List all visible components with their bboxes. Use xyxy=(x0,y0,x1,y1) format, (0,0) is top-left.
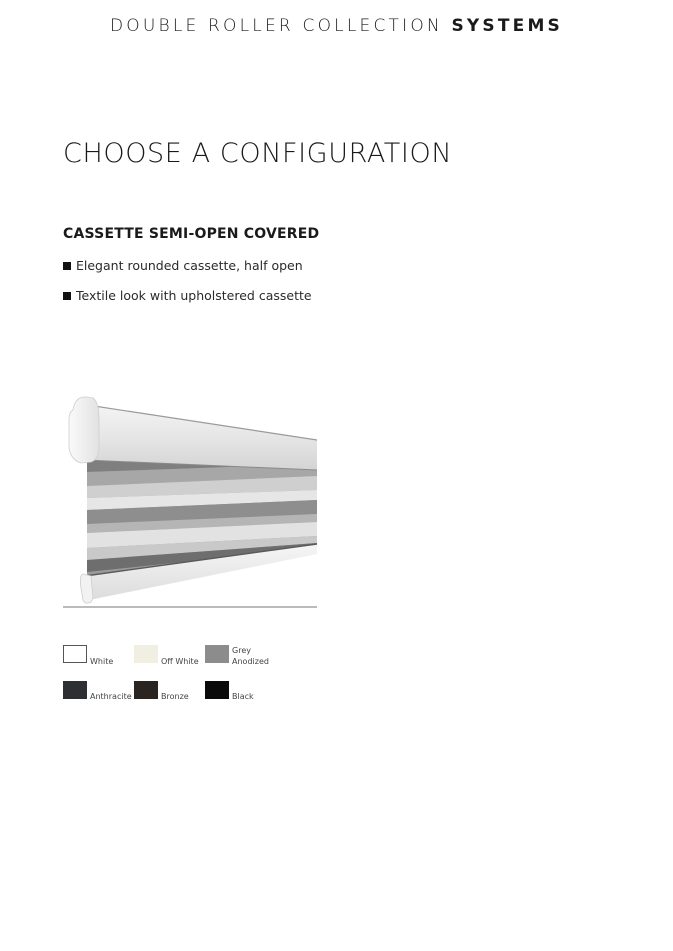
color-swatch-white[interactable] xyxy=(63,645,87,663)
color-swatch-black[interactable] xyxy=(205,681,229,699)
feature-text: Elegant rounded cassette, half open xyxy=(76,258,303,273)
square-bullet-icon xyxy=(63,262,71,270)
color-label: Black xyxy=(232,692,254,701)
color-label: Off White xyxy=(161,657,199,666)
color-label-line: Grey xyxy=(232,646,251,655)
page-header xyxy=(0,16,673,36)
feature-item xyxy=(63,288,312,303)
color-label-line: Anodized xyxy=(232,657,269,666)
color-label xyxy=(232,645,269,667)
configuration-name: CASSETTE SEMI-OPEN COVERED xyxy=(63,226,320,242)
square-bullet-icon xyxy=(63,292,71,300)
feature-text: Textile look with upholstered cassette xyxy=(76,288,312,303)
color-label: Bronze xyxy=(161,692,189,701)
color-label: White xyxy=(90,657,114,666)
color-swatch-grey-anodized[interactable] xyxy=(205,645,229,663)
color-swatch-bronze[interactable] xyxy=(134,681,158,699)
color-swatch-anthracite[interactable] xyxy=(63,681,87,699)
color-swatch-off-white[interactable] xyxy=(134,645,158,663)
color-label: Anthracite xyxy=(90,692,132,701)
header-collection-text: DOUBLE ROLLER COLLECTION xyxy=(109,16,452,36)
header-systems-text: SYSTEMS xyxy=(451,16,564,36)
page-title: CHOOSE A CONFIGURATION xyxy=(63,138,453,169)
feature-item xyxy=(63,258,303,273)
roller-blind-product-image xyxy=(63,390,317,610)
